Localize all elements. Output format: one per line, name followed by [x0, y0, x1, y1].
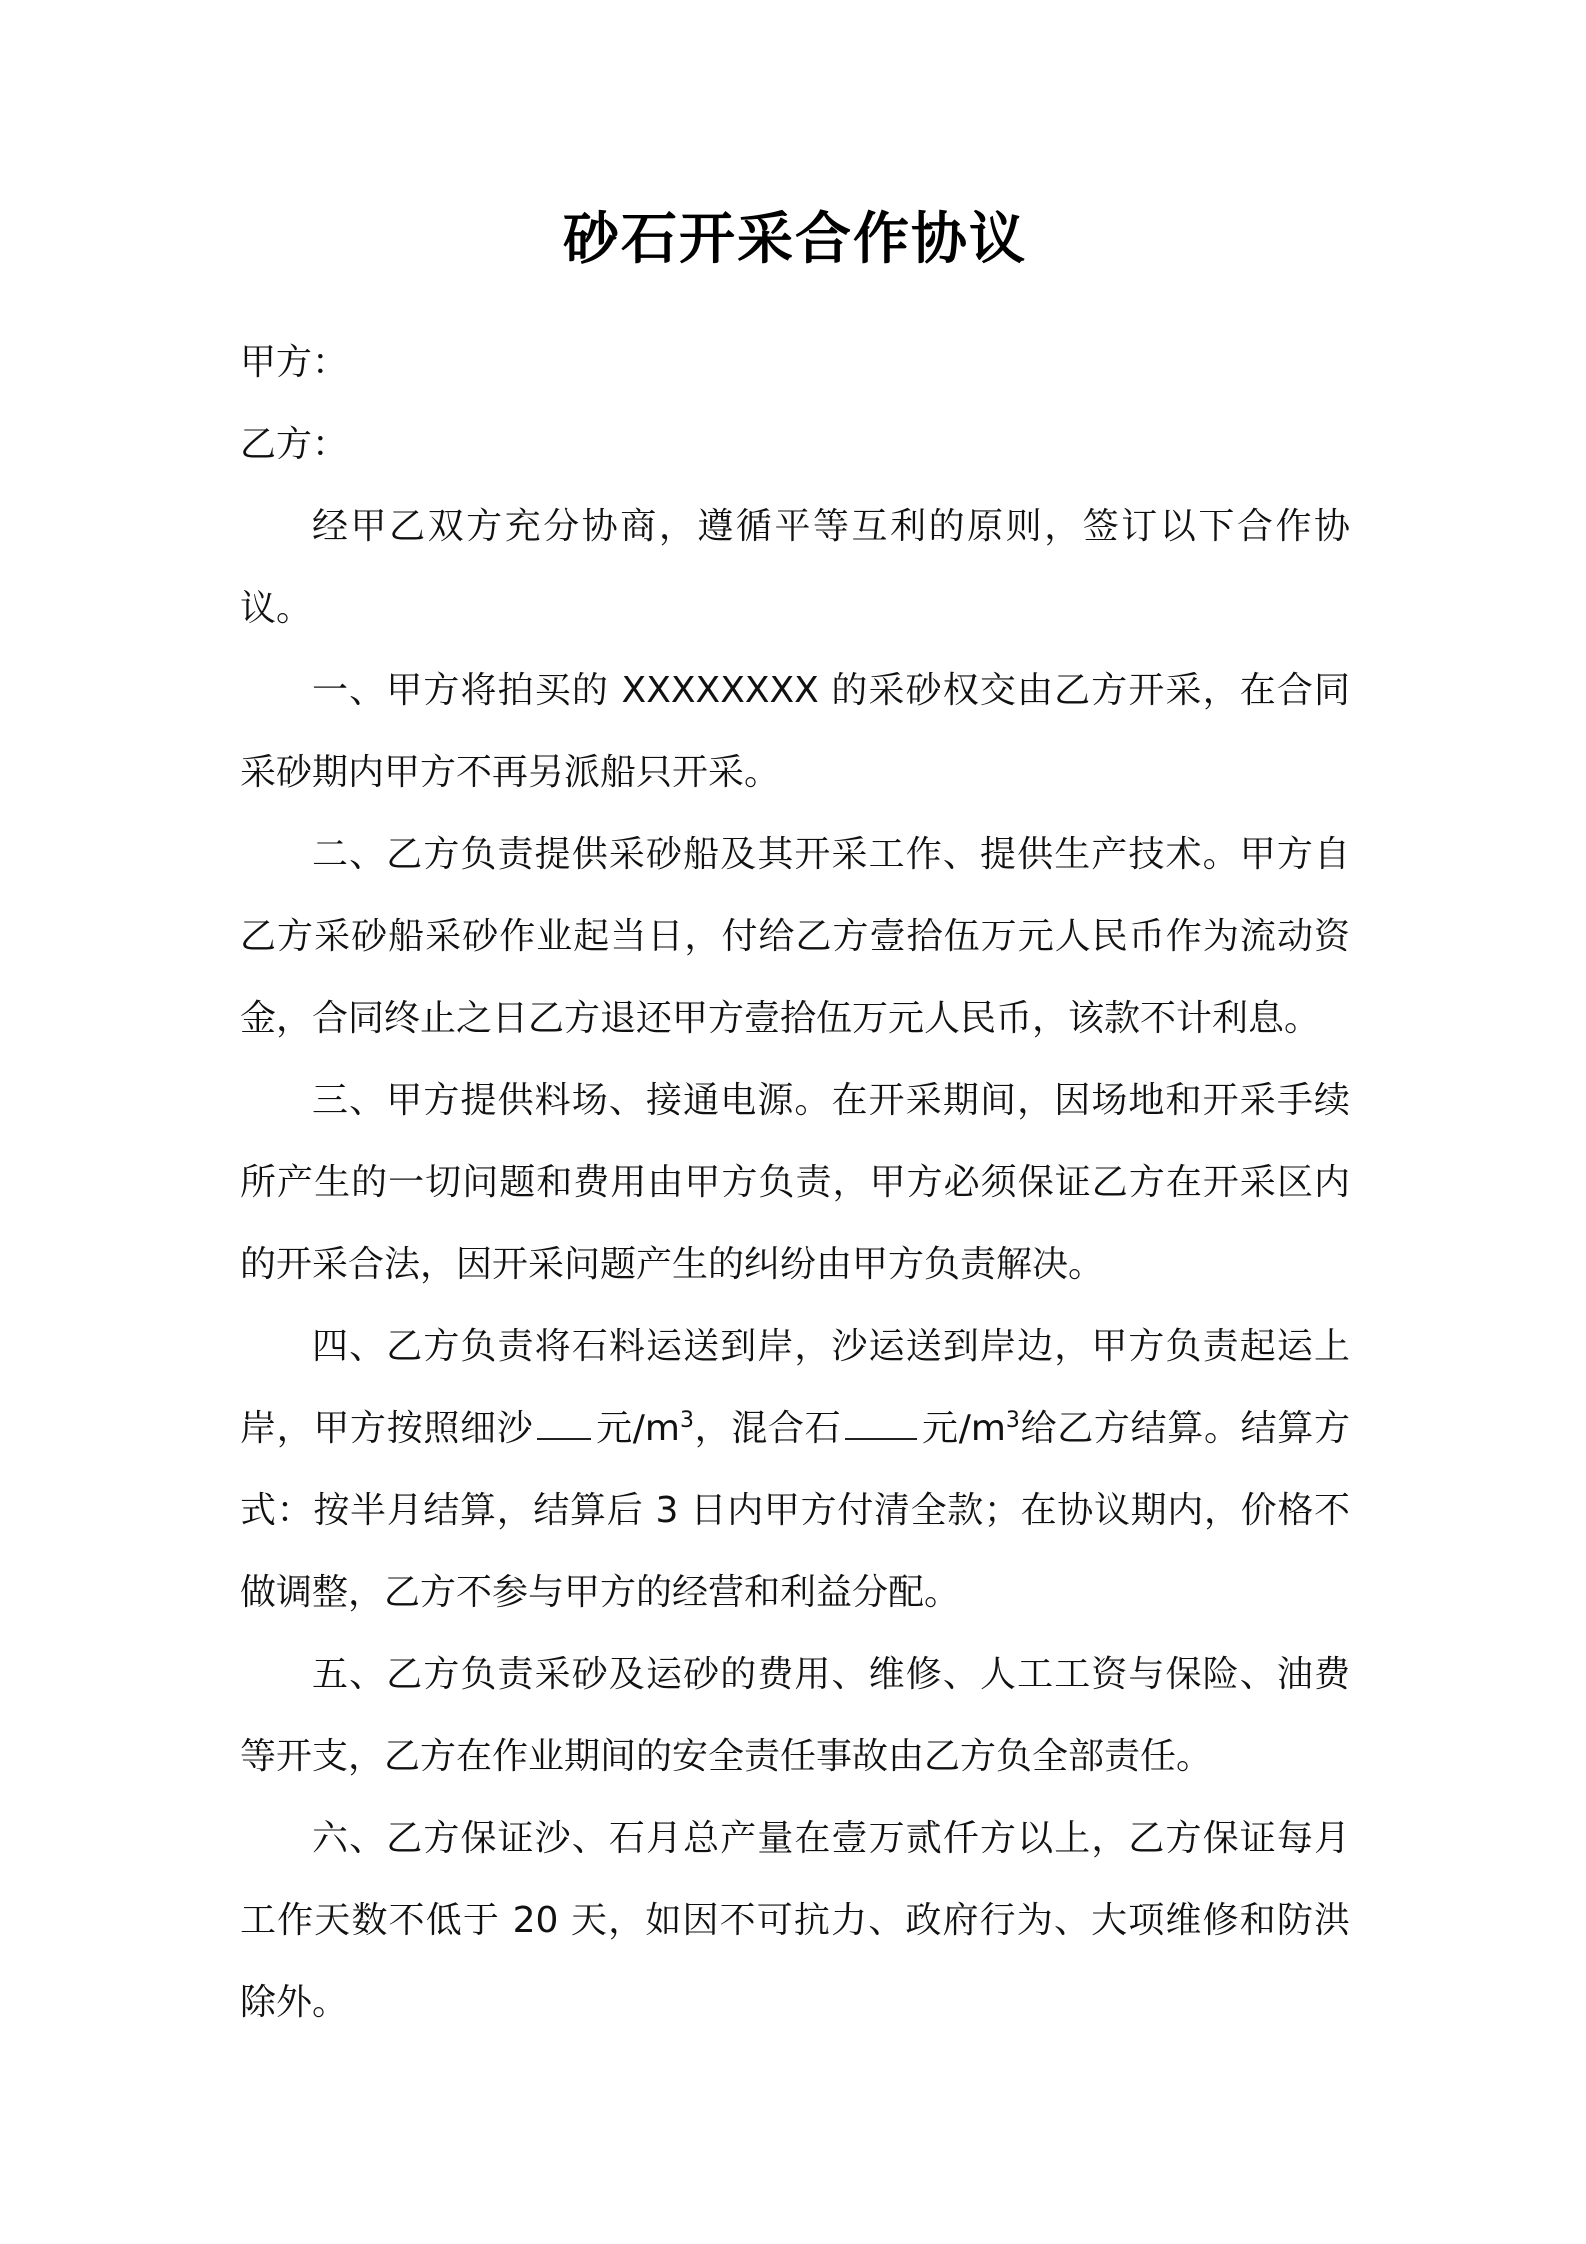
clause-4-unit-2: 元/m — [921, 1408, 1006, 1449]
mixed-stone-price-blank — [845, 1402, 917, 1440]
document-title: 砂石开采合作协议 — [563, 207, 1027, 272]
document-body — [240, 200, 1350, 2044]
clause-4 — [240, 1306, 1350, 1634]
clause-2: 二、乙方负责提供采砂船及其开采工作、提供生产技术。甲方自乙方采砂船采砂作业起当日，付给乙方壹拾伍万元人民币作为流动资金，合同终止之日乙方退还甲方壹拾伍万元人民币，该款不计利息。 — [240, 834, 1350, 1039]
party-a-line: 甲方： — [240, 342, 349, 383]
clause-5: 五、乙方负责采砂及运砂的费用、维修、人工工资与保险、油费等开支，乙方在作业期间的安全责任事故由乙方负全部责任。 — [240, 1654, 1350, 1777]
intro-paragraph: 经甲乙双方充分协商，遵循平等互利的原则，签订以下合作协议。 — [240, 506, 1350, 629]
clause-1: 一、甲方将拍买的 XXXXXXXX 的采砂权交由乙方开采，在合同采砂期内甲方不再另派船只开采。 — [240, 670, 1350, 793]
clause-4-sup-2: 3 — [1005, 1408, 1020, 1433]
fine-sand-price-blank — [537, 1402, 591, 1440]
clause-3: 三、甲方提供料场、接通电源。在开采期间，因场地和开采手续所产生的一切问题和费用由甲方负责，甲方必须保证乙方在开采区内的开采合法，因开采问题产生的纠纷由甲方负责解决。 — [240, 1080, 1350, 1285]
clause-4-part-1: 四、乙方负责将石料运送到岸，沙运送到岸边，甲方负责起运上岸，甲方按照细沙 — [240, 1326, 1350, 1449]
clause-4-part-3: 给乙方结算。结算方式：按半月结算，结算后 3 日内甲方付清全款；在协议期内，价格不做调整，乙方不参与甲方的经营和利益分配。 — [240, 1408, 1350, 1613]
clause-4-part-2: ，混合石 — [693, 1408, 842, 1449]
party-b-line: 乙方： — [240, 424, 349, 465]
clause-6: 六、乙方保证沙、石月总产量在壹万贰仟方以上，乙方保证每月工作天数不低于 20 天，如因不可抗力、政府行为、大项维修和防洪除外。 — [240, 1818, 1350, 2023]
clause-4-unit-1: 元/m — [595, 1408, 680, 1449]
clause-4-sup-1: 3 — [679, 1408, 694, 1433]
